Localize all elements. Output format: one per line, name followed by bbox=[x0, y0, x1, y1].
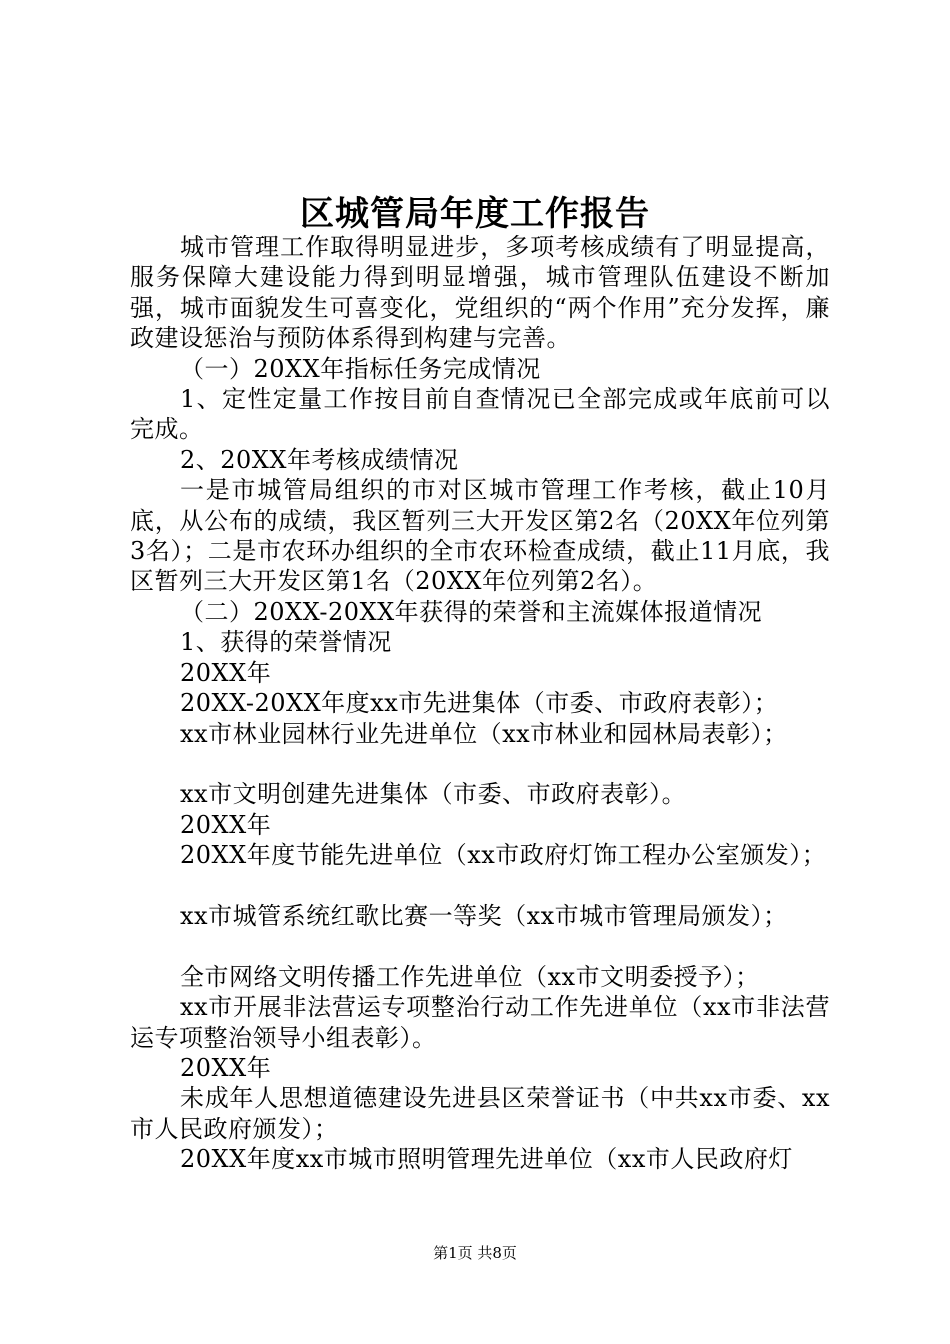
honor-item: 未成年人思想道德建设先进县区荣誉证书（中共xx市委、xx市人民政府颁发）； bbox=[130, 1084, 830, 1143]
document-body bbox=[130, 232, 830, 1175]
year-label: 20XX年 bbox=[180, 810, 272, 839]
document-title: 区城管局年度工作报告 bbox=[300, 194, 650, 234]
honor-item: 20XX年度节能先进单位（xx市政府灯饰工程办公室颁发）； bbox=[180, 841, 827, 870]
honor-item: 20XX年度xx市城市照明管理先进单位（xx市人民政府灯 bbox=[180, 1145, 793, 1174]
honor-item: xx市城管系统红歌比赛一等奖（xx市城市管理局颁发）； bbox=[180, 901, 788, 930]
honor-item: xx市林业园林行业先进单位（xx市林业和园林局表彰）； bbox=[180, 719, 788, 748]
year-label: 20XX年 bbox=[180, 658, 272, 687]
honor-item: 全市网络文明传播工作先进单位（xx市文明委授予）； bbox=[180, 962, 760, 991]
paragraph-intro: 城市管理工作取得明显进步，多项考核成绩有了明显提高，服务保障大建设能力得到明显增强，城市管理队伍建设不断加强，城市面貌发生可喜变化，党组织的“两个作用”充分发挥，廉政建设惩治与预防体系得到构建与完善。 bbox=[130, 233, 830, 353]
paragraph-honors-heading: 1、获得的荣誉情况 bbox=[180, 628, 392, 657]
section-heading-2: （二）20XX-20XX年获得的荣誉和主流媒体报道情况 bbox=[180, 597, 763, 626]
blank-line bbox=[130, 871, 830, 901]
year-label: 20XX年 bbox=[180, 1053, 272, 1082]
paragraph-item-1: 1、定性定量工作按目前自查情况已全部完成或年底前可以完成。 bbox=[130, 385, 830, 444]
honor-item: xx市文明创建先进集体（市委、市政府表彰）。 bbox=[180, 780, 687, 809]
honor-item: xx市开展非法营运专项整治行动工作先进单位（xx市非法营运专项整治领导小组表彰）。 bbox=[130, 993, 830, 1052]
page-footer: 第1页 共8页 bbox=[433, 1244, 517, 1262]
paragraph-item-2: 2、20XX年考核成绩情况 bbox=[180, 445, 459, 474]
blank-line bbox=[130, 931, 830, 961]
paragraph-assessment: 一是市城管局组织的市对区城市管理工作考核，截止10月底，从公布的成绩，我区暂列三大开发区第2名（20XX年位列第3名）；二是市农环办组织的全市农环检查成绩，截止11月底，我区暂列三大开发区第1名（20XX年位列第2名）。 bbox=[130, 476, 830, 596]
blank-line bbox=[130, 749, 830, 779]
section-heading-1: （一）20XX年指标任务完成情况 bbox=[180, 354, 541, 383]
honor-item: 20XX-20XX年度xx市先进集体（市委、市政府表彰）； bbox=[180, 689, 779, 718]
